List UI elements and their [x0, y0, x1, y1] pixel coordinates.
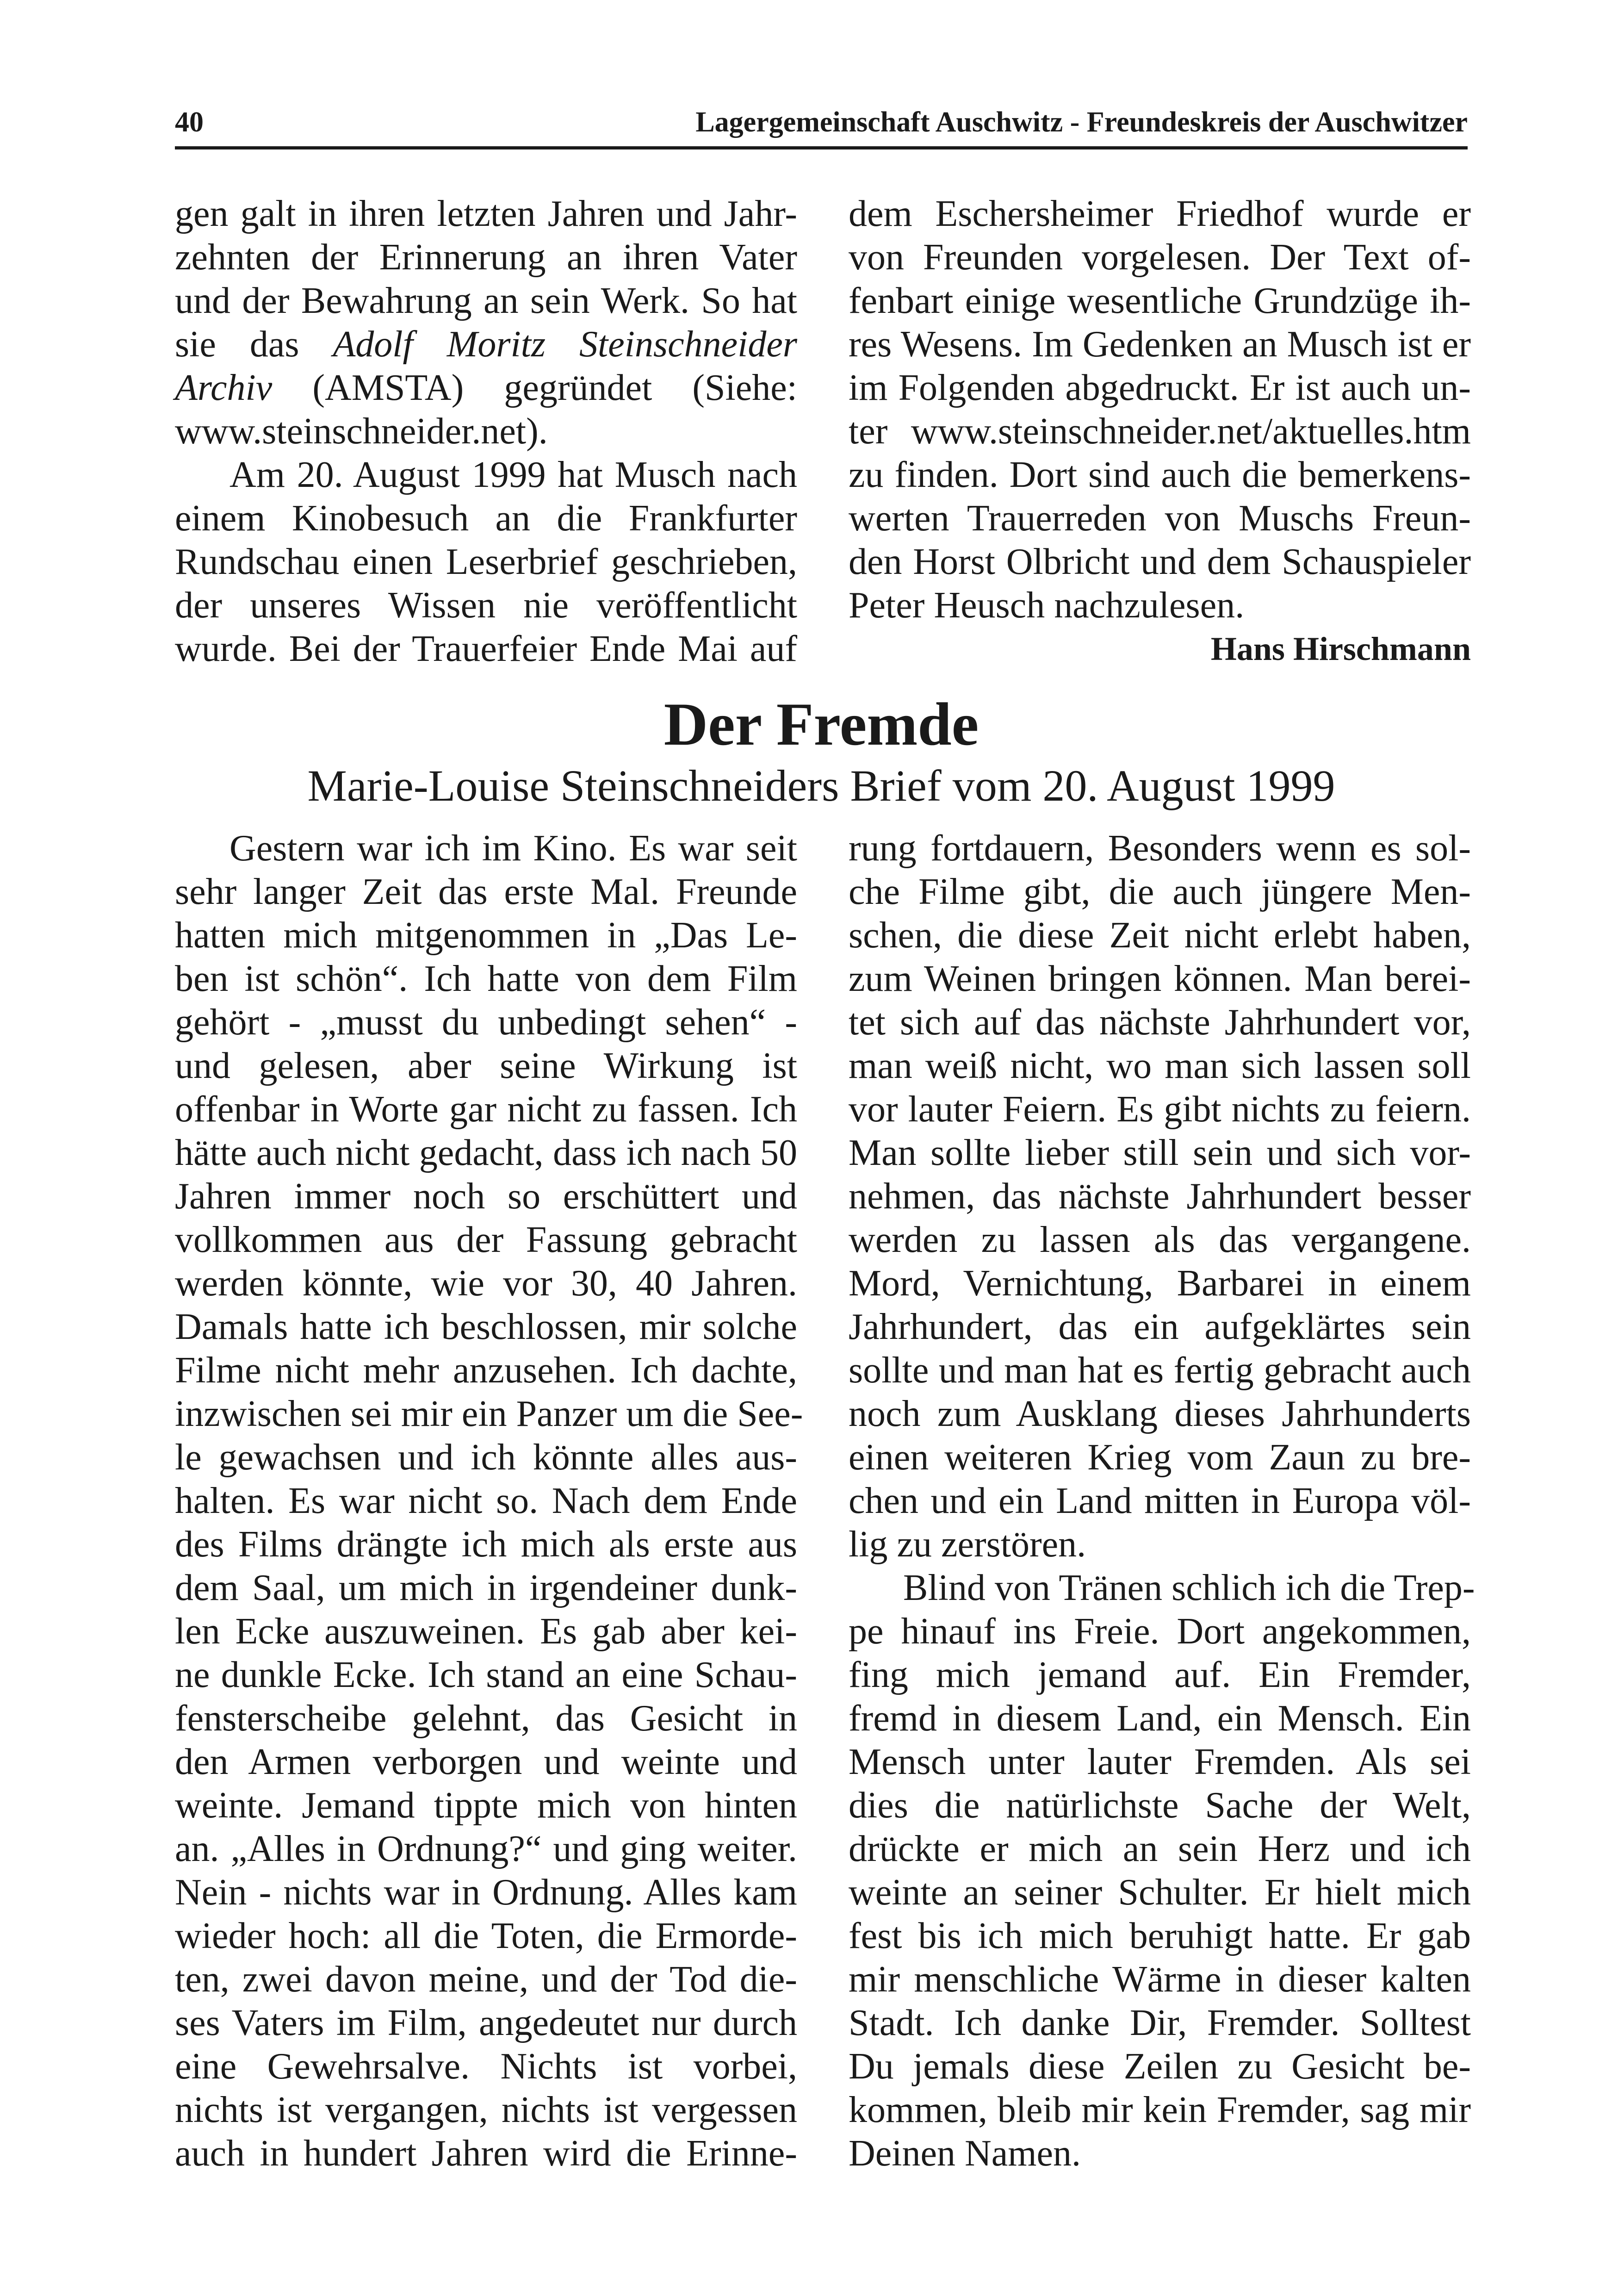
text-line: Nein - nichts war in Ordnung. Alles kam [175, 1872, 797, 1913]
text-line: kommen, bleib mir kein Fremder, sag mir [849, 2090, 1471, 2130]
text-line: Peter Heusch nachzulesen. [849, 585, 1245, 626]
text-line: man weiß nicht, wo man sich lassen soll [849, 1045, 1471, 1086]
text-line: nichts ist vergangen, nichts ist vergessen [175, 2090, 797, 2130]
text-line: Rundschau einen Leserbrief geschrieben, [175, 541, 797, 582]
text-line: fest bis ich mich beruhigt hatte. Er gab [849, 1916, 1471, 1956]
text-line: Am 20. August 1999 hat Musch nach [229, 454, 797, 495]
author-signature: Hans Hirschmann [1210, 630, 1471, 667]
text-line: einem Kinobesuch an die Frankfurter [175, 498, 797, 539]
text-line: wurde. Bei der Trauerfeier Ende Mai auf [175, 628, 797, 669]
text-line: Gestern war ich im Kino. Es war seit [229, 828, 797, 869]
page-number: 40 [175, 106, 204, 138]
text-line: den Armen verborgen und weinte und [175, 1742, 797, 1782]
text-line: schen, die diese Zeit nicht erlebt haben, [849, 915, 1471, 956]
publication-title: Lagergemeinschaft Auschwitz - Freundeskreis der Auschwitzer [695, 106, 1468, 138]
text-line [175, 323, 797, 366]
article-column-left [175, 827, 803, 2175]
text-line: fremd in diesem Land, ein Mensch. Ein [849, 1698, 1471, 1739]
intro-column-right [849, 192, 1471, 671]
intro-column-left [175, 192, 797, 671]
text-line: fenbart einige wesentliche Grundzüge ih- [849, 280, 1471, 321]
text-line: vollkommen aus der Fassung gebracht [175, 1220, 797, 1260]
text-line: gehört - „musst du unbedingt sehen“ - [175, 1002, 797, 1043]
archive-name-italic: Archiv [175, 367, 273, 408]
text-line: gen galt in ihren letzten Jahren und Jahr- [175, 193, 797, 234]
text-line: ne dunkle Ecke. Ich stand an eine Schau- [175, 1655, 797, 1695]
text-line: Deinen Namen. [849, 2133, 1081, 2174]
text-line: werten Trauerreden von Muschs Freun- [849, 498, 1471, 539]
text-line: Blind von Tränen schlich ich die Trep- [903, 1568, 1475, 1608]
text-line: Man sollte lieber still sein und sich vor- [849, 1132, 1471, 1173]
text-line: Filme nicht mehr anzusehen. Ich dachte, [175, 1350, 797, 1391]
text-segment: (AMSTA) gegründet (Siehe: [312, 367, 797, 408]
text-line: an. „Alles in Ordnung?“ und ging weiter. [175, 1829, 797, 1869]
text-line: mir menschliche Wärme in dieser kalten [849, 1959, 1471, 2000]
text-line: im Folgenden abgedruckt. Er ist auch un- [849, 367, 1471, 408]
text-line: ses Vaters im Film, angedeutet nur durch [175, 2003, 797, 2043]
text-line: chen und ein Land mitten in Europa völ- [849, 1481, 1471, 1521]
text-line: Damals hatte ich beschlossen, mir solche [175, 1307, 797, 1347]
text-line: noch zum Ausklang dieses Jahrhunderts [849, 1394, 1471, 1434]
text-line: von Freunden vorgelesen. Der Text of- [849, 237, 1471, 278]
text-line: und der Bewahrung an sein Werk. So hat [175, 280, 797, 321]
text-line: vor lauter Feiern. Es gibt nichts zu feiern. [849, 1089, 1471, 1130]
text-line: Du jemals diese Zeilen zu Gesicht be- [849, 2046, 1471, 2087]
text-line: rung fortdauern, Besonders wenn es sol- [849, 828, 1471, 869]
text-line: le gewachsen und ich könnte alles aus- [175, 1437, 797, 1478]
text-line: inzwischen sei mir ein Panzer um die See- [175, 1394, 803, 1434]
text-line: www.steinschneider.net). [175, 411, 548, 452]
text-line: halten. Es war nicht so. Nach dem Ende [175, 1481, 797, 1521]
text-line: Stadt. Ich danke Dir, Fremder. Solltest [849, 2003, 1471, 2043]
article-column-right [849, 827, 1475, 2175]
text-line: che Filme gibt, die auch jüngere Men- [849, 871, 1471, 912]
text-line: weinte an seiner Schulter. Er hielt mich [849, 1872, 1471, 1913]
text-line: wieder hoch: all die Toten, die Ermorde- [175, 1916, 797, 1956]
text-line [175, 366, 797, 410]
header-rule [175, 146, 1468, 149]
text-line: der unseres Wissen nie veröffentlicht [175, 585, 797, 626]
text-line: tet sich auf das nächste Jahrhundert vor, [849, 1002, 1471, 1043]
text-line: hätte auch nicht gedacht, dass ich nach 50 [175, 1132, 797, 1173]
text-line: drückte er mich an sein Herz und ich [849, 1829, 1471, 1869]
text-line: eine Gewehrsalve. Nichts ist vorbei, [175, 2046, 797, 2087]
text-line: dem Saal, um mich in irgendeiner dunk- [175, 1568, 797, 1608]
text-line: dem Eschersheimer Friedhof wurde er [849, 193, 1471, 234]
text-line: zum Weinen bringen können. Man berei- [849, 958, 1471, 999]
article-title: Der Fremde [663, 690, 979, 758]
text-line: Mord, Vernichtung, Barbarei in einem [849, 1263, 1471, 1304]
text-line: werden zu lassen als das vergangene. [849, 1220, 1471, 1260]
text-line: Jahrhundert, das ein aufgeklärtes sein [849, 1307, 1471, 1347]
archive-name-italic: Adolf Moritz Steinschneider [333, 324, 798, 365]
text-line: len Ecke auszuweinen. Es gab aber kei- [175, 1611, 797, 1652]
text-line: sollte und man hat es fertig gebracht auch [849, 1350, 1471, 1391]
text-line: Jahren immer noch so erschüttert und [175, 1176, 797, 1217]
text-line: dies die natürlichste Sache der Welt, [849, 1785, 1471, 1826]
text-line: ben ist schön“. Ich hatte von dem Film [175, 958, 797, 999]
text-line: Mensch unter lauter Fremden. Als sei [849, 1742, 1471, 1782]
text-line: und gelesen, aber seine Wirkung ist [175, 1045, 797, 1086]
text-line: weinte. Jemand tippte mich von hinten [175, 1785, 797, 1826]
text-line: fing mich jemand auf. Ein Fremder, [849, 1655, 1471, 1695]
text-line: offenbar in Worte gar nicht zu fassen. Ich [175, 1089, 797, 1130]
text-line: ter www.steinschneider.net/aktuelles.htm [849, 411, 1471, 452]
text-line: lig zu zerstören. [849, 1524, 1086, 1565]
text-line: sehr langer Zeit das erste Mal. Freunde [175, 871, 797, 912]
text-line: fensterscheibe gelehnt, das Gesicht in [175, 1698, 797, 1739]
text-line: auch in hundert Jahren wird die Erinne- [175, 2133, 797, 2174]
text-line: werden könnte, wie vor 30, 40 Jahren. [175, 1263, 797, 1304]
text-line: zehnten der Erinnerung an ihren Vater [175, 237, 797, 278]
text-line: des Films drängte ich mich als erste aus [175, 1524, 797, 1565]
text-line: ten, zwei davon meine, und der Tod die- [175, 1959, 797, 2000]
text-line: einen weiteren Krieg vom Zaun zu bre- [849, 1437, 1471, 1478]
text-line: nehmen, das nächste Jahrhundert besser [849, 1176, 1471, 1217]
text-segment: sie das [175, 324, 299, 365]
text-line: zu finden. Dort sind auch die bemerkens- [849, 454, 1471, 495]
running-header [175, 103, 1468, 142]
text-line: hatten mich mitgenommen in „Das Le- [175, 915, 797, 956]
article-subtitle: Marie-Louise Steinschneiders Brief vom 20. August 1999 [307, 761, 1335, 810]
text-line: res Wesens. Im Gedenken an Musch ist er [849, 324, 1471, 365]
text-line: den Horst Olbricht und dem Schauspieler [849, 541, 1471, 582]
text-line: pe hinauf ins Freie. Dort angekommen, [849, 1611, 1471, 1652]
